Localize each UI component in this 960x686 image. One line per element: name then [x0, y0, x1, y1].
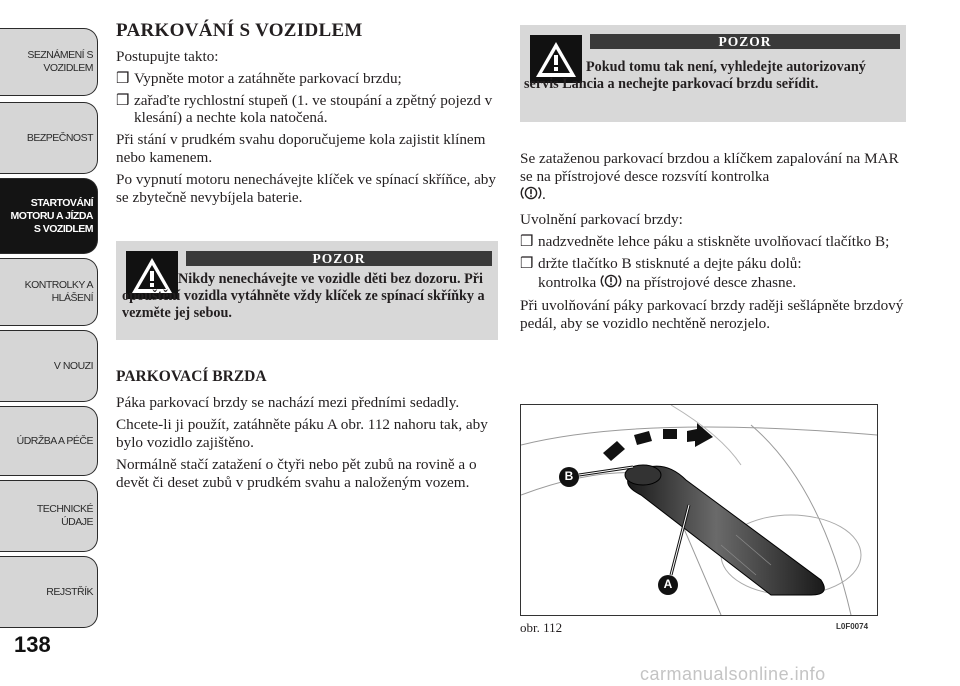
list-item: [116, 70, 500, 88]
figure-code: L0F0074: [836, 622, 869, 631]
warning-text: Pokud tomu tak není, vyhledejte autorizovaný servis Lancia a nechejte parkovací brzdu seřídit.: [524, 59, 866, 92]
paragraph: Normálně stačí zatažení o čtyři nebo pět zubů na rovině a o devět či deset zubů v prudkém svahu a naloženým vozem.: [116, 456, 477, 491]
left-column-bottom: [116, 368, 500, 497]
warning-heading: POZOR: [590, 34, 900, 49]
list-item-text: nadzvedněte lehce páku a stiskněte uvolňovací tlačítko B;: [538, 233, 890, 251]
parking-brake-warning-lamp-icon: [520, 185, 542, 206]
list-item: [116, 92, 500, 127]
figure-caption: obr. 112: [520, 620, 563, 635]
sidebar-tab-label: KONTROLKY A HLÁŠENÍ: [24, 279, 93, 304]
callout-b-label: B: [564, 469, 574, 483]
sidebar-tab-udrzba[interactable]: [0, 406, 98, 476]
list-item-text: zařaďte rychlostní stupeň (1. ve stoupání a zpětný pojezd v klesání) a nechte kola natočená.: [134, 91, 493, 127]
paragraph: Po vypnutí motoru nenechávejte klíček ve spínací skříňce, aby se zbytečně nevybíjela baterie.: [116, 171, 496, 206]
sidebar-tab-kontrolky[interactable]: [0, 258, 98, 326]
paragraph: Chcete-li ji použít, zatáhněte páku A obr. 112 nahoru tak, aby bylo vozidlo zajištěno.: [116, 416, 488, 451]
paragraph: Uvolnění parkovací brzdy:: [520, 210, 683, 228]
checkbox-bullet-icon: ❒: [520, 233, 534, 251]
page-title: PARKOVÁNÍ S VOZIDLEM: [116, 20, 363, 41]
list-item-text: držte tlačítko B stisknuté a dejte páku dolů:: [538, 254, 802, 272]
warning-box: [520, 25, 906, 122]
sidebar-tab-seznameni[interactable]: [0, 28, 98, 96]
callout-a-label: A: [663, 577, 673, 591]
sidebar-tab-label: REJSTŘÍK: [46, 585, 93, 598]
warning-text: Nikdy nenechávejte ve vozidle děti bez dozoru. Při opouštění vozidla vytáhněte vždy klíček ze spínací skříňky a vezměte jej sebou.: [122, 271, 485, 321]
figure-parking-brake: [520, 404, 878, 616]
list-item-text: Vypněte motor a zatáhněte parkovací brzdu;: [134, 70, 402, 88]
sidebar-tab-label: BEZPEČNOST: [26, 131, 93, 144]
watermark-text: carmanualsonline.info: [640, 664, 826, 684]
list-item: [520, 233, 910, 251]
list-item: [520, 255, 910, 293]
sidebar-tab-technicke[interactable]: [0, 480, 98, 552]
sidebar-tab-label: V NOUZI: [53, 359, 93, 372]
sidebar-tab-label: ÚDRŽBA A PÉČE: [16, 434, 93, 447]
paragraph: [520, 150, 910, 206]
sidebar-tab-label: SEZNÁMENÍ S VOZIDLEM: [27, 49, 93, 74]
list-item-text: kontrolka: [538, 273, 597, 291]
paragraph-text: Se zataženou parkovací brzdou a klíčkem zapalování na MAR se na přístrojové desce rozsvítí kontrolka: [520, 150, 899, 185]
section-title: PARKOVACÍ BRZDA: [116, 368, 267, 385]
list-item-text: na přístrojové desce zhasne.: [625, 273, 797, 291]
paragraph: Páka parkovací brzdy se nachází mezi předními sedadly.: [116, 393, 460, 411]
sidebar-tab-v-nouzi[interactable]: [0, 330, 98, 402]
paragraph-text: .: [542, 185, 546, 203]
sidebar-tab-startovani[interactable]: [0, 178, 98, 254]
warning-box: [116, 241, 498, 340]
parking-brake-warning-lamp-icon: [600, 273, 622, 294]
paragraph: Při uvolňování páky parkovací brzdy raději sešlápněte brzdový pedál, aby se vozidlo nechtěně nerozjelo.: [520, 297, 904, 332]
warning-heading: POZOR: [186, 251, 492, 266]
sidebar-tab-rejstrik[interactable]: [0, 556, 98, 628]
left-column: [116, 22, 500, 211]
sidebar-tab-label: STARTOVÁNÍ MOTORU A JÍZDA S VOZIDLEM: [10, 196, 93, 235]
paragraph: Při stání v prudkém svahu doporučujeme kola zajistit klínem nebo kamenem.: [116, 130, 486, 166]
checkbox-bullet-icon: ❒: [520, 254, 534, 272]
right-column: [520, 150, 910, 337]
page-number: 138: [14, 632, 51, 657]
sidebar-tab-bezpecnost[interactable]: [0, 102, 98, 174]
sidebar-tab-label: TECHNICKÉ ÚDAJE: [36, 503, 93, 528]
parking-brake-illustration: [521, 405, 877, 615]
checkbox-bullet-icon: ❒: [116, 70, 130, 88]
checkbox-bullet-icon: ❒: [116, 91, 130, 109]
intro-text: Postupujte takto:: [116, 47, 219, 65]
